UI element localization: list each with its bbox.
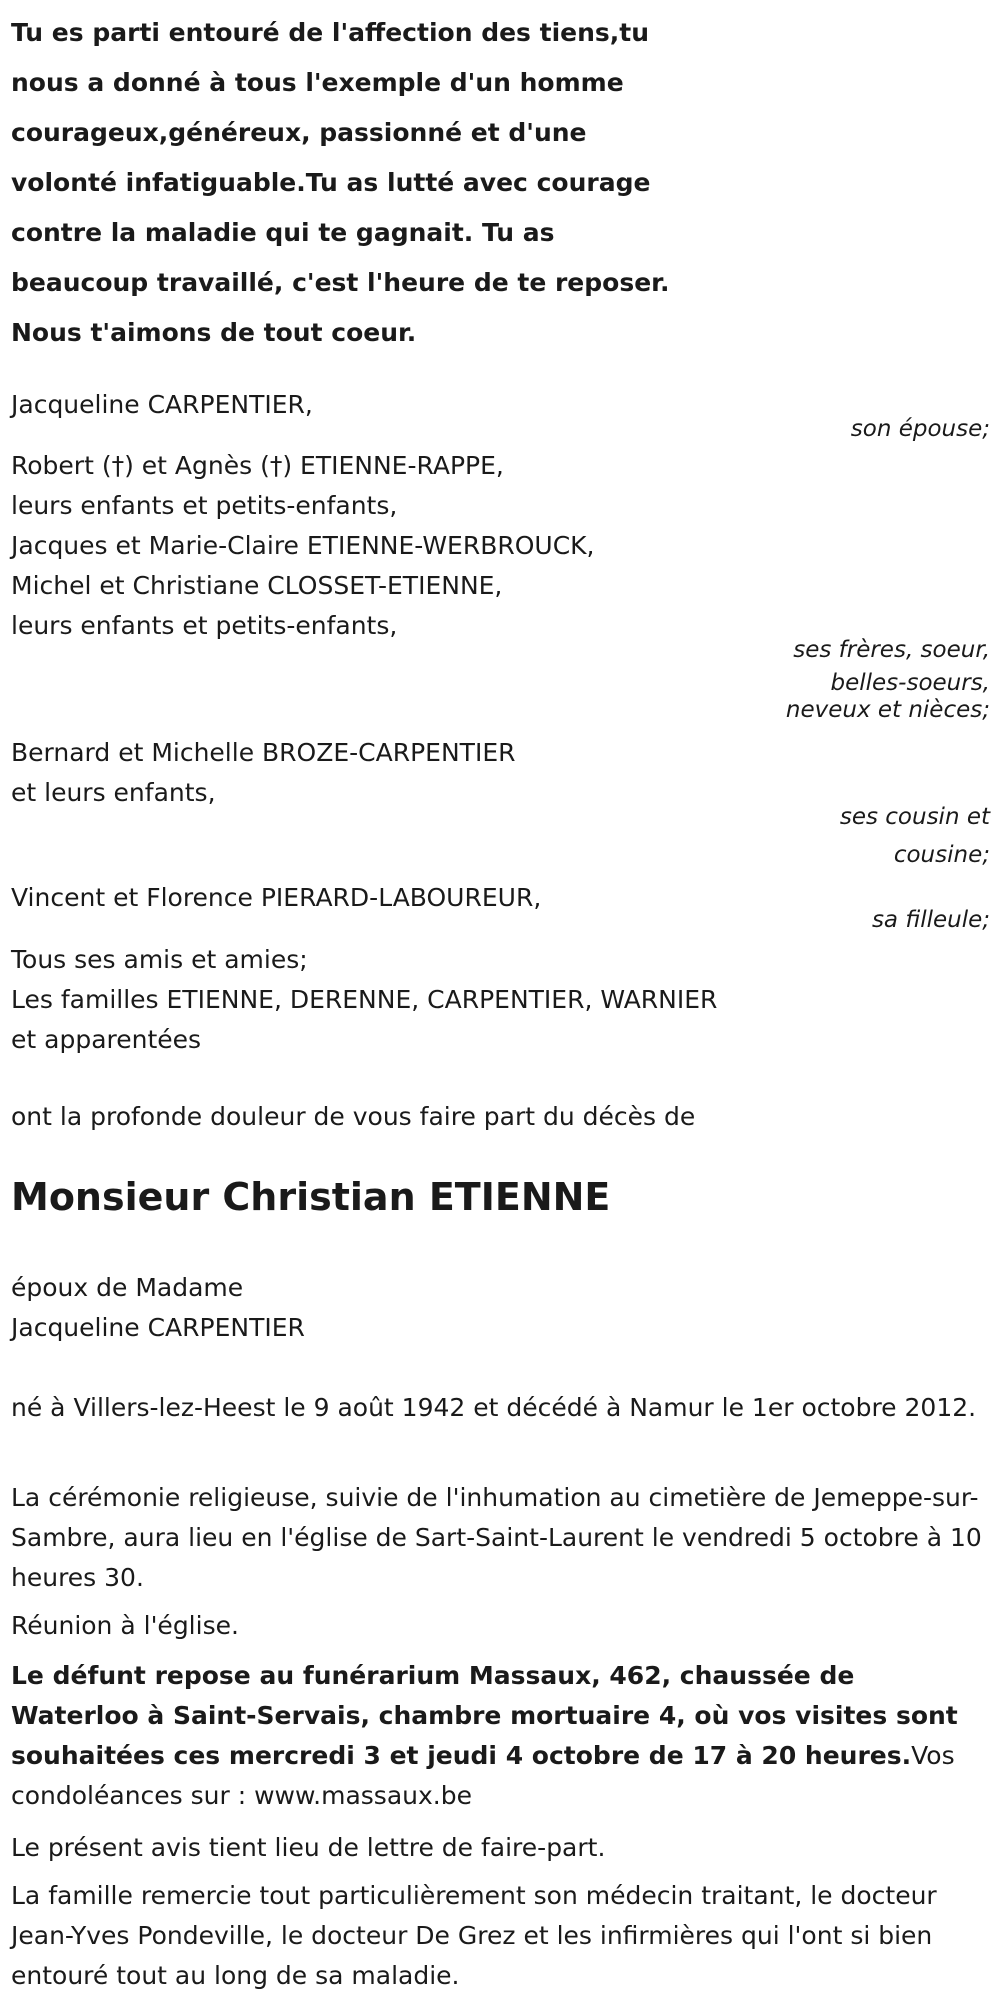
funerarium-info bbox=[11, 1656, 986, 1816]
ceremony-info: La cérémonie religieuse, suivie de l'inhumation au cimetière de Jemeppe-sur-Sambre, aura lieu en l'église de Sart-Saint-Laurent le vendredi 5 octobre à 10 heures 30. bbox=[11, 1483, 982, 1592]
tribute-text: Tu es parti entouré de l'affection des tiens,tu nous a donné à tous l'exemple d'un homme courageux,généreux, passionné et d'une volonté infatiguable.Tu as lutté avec courage contre la maladie qui te gagnait. Tu as beaucoup travaillé, c'est l'heure de te reposer. Nous t'aimons de tout coeur. bbox=[11, 18, 670, 347]
birth-death-info: né à Villers-lez-Heest le 9 août 1942 et décédé à Namur le 1er octobre 2012. bbox=[11, 1393, 977, 1422]
meeting-info: Réunion à l'église. bbox=[11, 1611, 239, 1640]
cousins-list: Bernard et Michelle BROZE-CARPENTIER et leurs enfants, bbox=[11, 738, 516, 807]
siblings-role: ses frères, soeur, bbox=[793, 637, 990, 663]
spouse-name: Jacqueline CARPENTIER, bbox=[11, 390, 313, 419]
notice-info: Le présent avis tient lieu de lettre de faire-part. bbox=[11, 1833, 606, 1862]
thanks-info: La famille remercie tout particulièrement son médecin traitant, le docteur Jean-Yves Pondeville, le docteur De Grez et les infirmières qui l'ont si bien entouré tout au long de sa maladie. bbox=[11, 1881, 937, 1990]
godchild-role: sa filleule; bbox=[871, 907, 990, 933]
godchild-name: Vincent et Florence PIERARD-LABOUREUR, bbox=[11, 883, 542, 912]
announcement-line: ont la profonde douleur de vous faire part du décès de bbox=[11, 1102, 696, 1131]
spouse-of: époux de Madame Jacqueline CARPENTIER bbox=[11, 1273, 305, 1342]
deceased-name: Monsieur Christian ETIENNE bbox=[11, 1175, 611, 1219]
cousins-role: ses cousin et cousine; bbox=[839, 804, 990, 868]
spouse-role: son épouse; bbox=[850, 416, 990, 442]
funerarium-details: Le défunt repose au funérarium Massaux, 462, chaussée de Waterloo à Saint-Servais, chambre mortuaire 4, où vos visites sont souhaitées ces mercredi 3 et jeudi 4 octobre de 17 à 20 heures. bbox=[11, 1661, 958, 1770]
siblings-role-continued: belles-soeurs, neveux et nièces; bbox=[785, 670, 990, 723]
friends-and-families: Tous ses amis et amies; Les familles ETIENNE, DERENNE, CARPENTIER, WARNIER et apparentées bbox=[11, 945, 718, 1054]
condolences-info: Vos condoléances sur : www.massaux.be bbox=[11, 1741, 955, 1810]
siblings-list: Robert (†) et Agnès (†) ETIENNE-RAPPE, leurs enfants et petits-enfants, Jacques et Marie-Claire ETIENNE-WERBROUCK, Michel et Christiane CLOSSET-ETIENNE, leurs enfants et petits-enfants, bbox=[11, 451, 595, 640]
